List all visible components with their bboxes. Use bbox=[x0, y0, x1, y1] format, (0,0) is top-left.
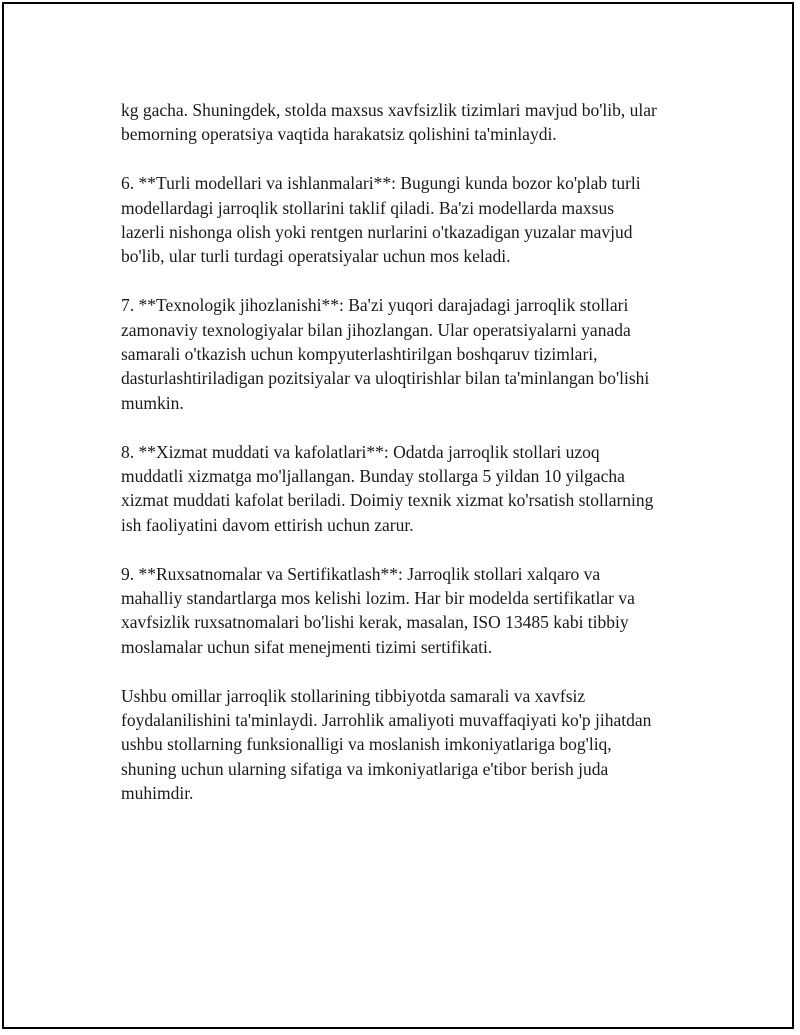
text-line: 7. **Texnologik jihozlanishi**: Ba'zi yuqori darajadagi jarroqlik stollari bbox=[121, 295, 629, 316]
text-line: modellardagi jarroqlik stollarini taklif qiladi. Ba'zi modellarda maxsus bbox=[121, 197, 615, 218]
text-line: muhimdir. bbox=[121, 783, 194, 804]
paragraph-conclusion bbox=[121, 684, 721, 806]
text-line: bo'lib, ular turli turdagi operatsiyalar uchun mos keladi. bbox=[121, 246, 511, 267]
text-line: Ushbu omillar jarroqlik stollarining tibbiyotda samarali va xavfsiz bbox=[121, 685, 586, 706]
paragraph-item-7 bbox=[121, 293, 721, 415]
text-line: kg gacha. Shuningdek, stolda maxsus xavfsizlik tizimlari mavjud bo'lib, ular bbox=[121, 100, 657, 120]
text-line: xavfsizlik ruxsatnomalari bo'lishi kerak, masalan, ISO 13485 kabi tibbiy bbox=[121, 612, 629, 633]
text-line: ish faoliyatini davom ettirish uchun zarur. bbox=[121, 514, 414, 535]
text-line: xizmat muddati kafolat beriladi. Doimiy texnik xizmat ko'rsatish stollarning bbox=[121, 490, 654, 511]
text-line: samarali o'tkazish uchun kompyuterlashtirilgan boshqaruv tizimlari, bbox=[121, 344, 598, 365]
paragraph-item-6 bbox=[121, 171, 721, 269]
text-line: 9. **Ruxsatnomalar va Sertifikatlash**: Jarroqlik stollari xalqaro va bbox=[121, 563, 601, 584]
paragraph-continuation bbox=[121, 98, 721, 147]
text-line: ushbu stollarning funksionalligi va moslanish imkoniyatlariga bog'liq, bbox=[121, 734, 612, 755]
text-line: moslamalar uchun sifat menejmenti tizimi sertifikati. bbox=[121, 636, 493, 657]
document-body bbox=[121, 98, 721, 830]
document-page bbox=[2, 2, 794, 1029]
text-line: muddatli xizmatga mo'ljallangan. Bunday stollarga 5 yildan 10 yilgacha bbox=[121, 466, 625, 487]
text-line: lazerli nishonga olish yoki rentgen nurlarini o'tkazadigan yuzalar mavjud bbox=[121, 222, 633, 243]
text-line: mumkin. bbox=[121, 392, 184, 413]
text-line: 6. **Turli modellari va ishlanmalari**: Bugungi kunda bozor ko'plab turli bbox=[121, 173, 641, 194]
text-line: dasturlashtiriladigan pozitsiyalar va uloqtirishlar bilan ta'minlangan bo'lishi bbox=[121, 368, 650, 389]
text-line: shuning uchun ularning sifatiga va imkoniyatlariga e'tibor berish juda bbox=[121, 758, 609, 779]
text-line: 8. **Xizmat muddati va kafolatlari**: Odatda jarroqlik stollari uzoq bbox=[121, 441, 600, 462]
text-line: mahalliy standartlarga mos kelishi lozim. Har bir modelda sertifikatlar va bbox=[121, 588, 635, 609]
text-line: foydalanilishini ta'minlaydi. Jarrohlik amaliyoti muvaffaqiyati ko'p jihatdan bbox=[121, 710, 652, 731]
paragraph-item-9 bbox=[121, 562, 721, 660]
paragraph-item-8 bbox=[121, 440, 721, 538]
text-line: zamonaviy texnologiyalar bilan jihozlangan. Ular operatsiyalarni yanada bbox=[121, 319, 631, 340]
text-line: bemorning operatsiya vaqtida harakatsiz qolishini ta'minlaydi. bbox=[121, 124, 557, 145]
